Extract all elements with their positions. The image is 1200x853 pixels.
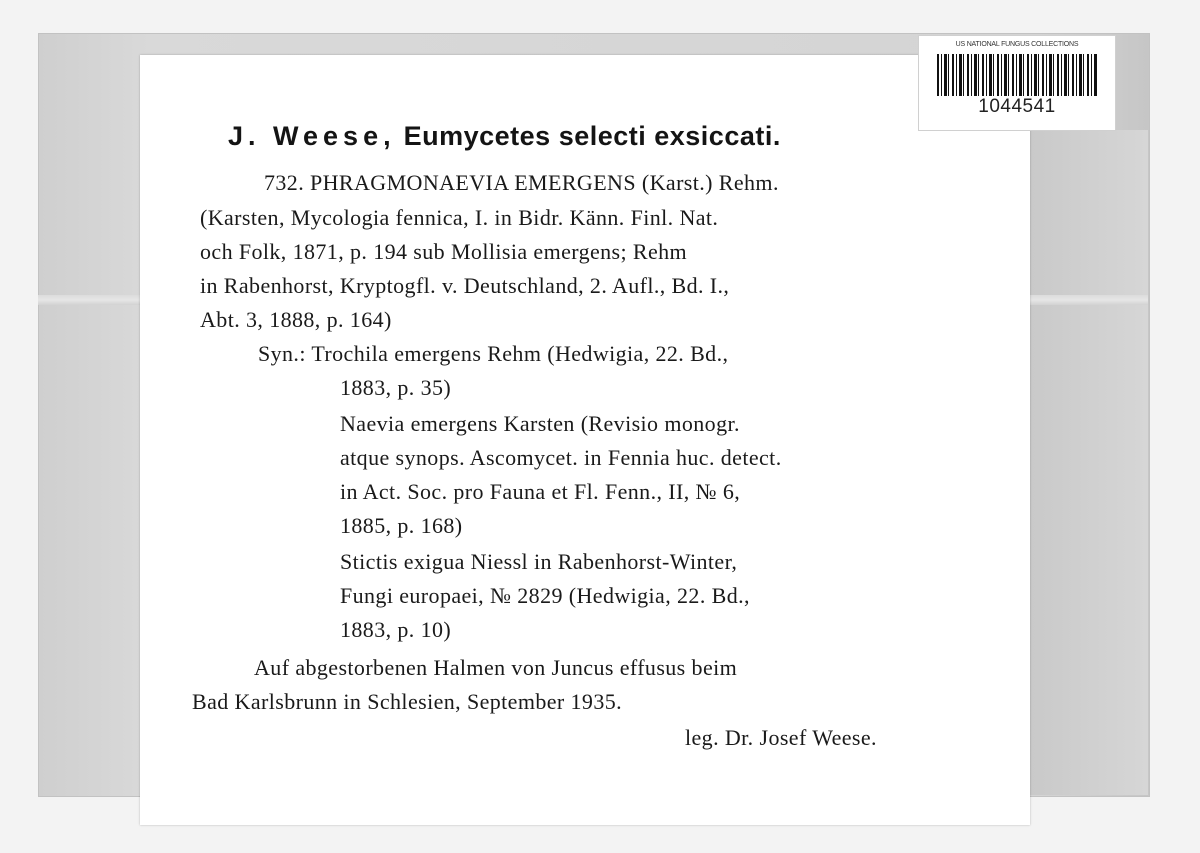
barcode-sticker bbox=[918, 35, 1116, 131]
label-line: in Rabenhorst, Kryptogfl. v. Deutschland, 2. Aufl., Bd. I., bbox=[200, 273, 730, 298]
title-author: J. Weese, bbox=[228, 121, 396, 151]
title-work: Eumycetes selecti exsiccati. bbox=[403, 121, 781, 151]
label-line: Abt. 3, 1888, p. 164) bbox=[200, 307, 392, 332]
label-line: leg. Dr. Josef Weese. bbox=[685, 725, 877, 750]
barcode-organization: US NATIONAL FUNGUS COLLECTIONS bbox=[955, 41, 1079, 48]
label-line: atque synops. Ascomycet. in Fennia huc. detect. bbox=[340, 445, 782, 470]
label-line: Syn.: Trochila emergens Rehm (Hedwigia, 22. Bd., bbox=[258, 341, 729, 366]
label-line: och Folk, 1871, p. 194 sub Mollisia emergens; Rehm bbox=[200, 239, 688, 264]
herbarium-label bbox=[140, 55, 1030, 825]
packet-edge bbox=[1030, 130, 1148, 795]
label-line: 1885, p. 168) bbox=[340, 513, 463, 538]
label-line: in Act. Soc. pro Fauna et Fl. Fenn., II, № 6, bbox=[340, 479, 741, 504]
label-line: (Karsten, Mycologia fennica, I. in Bidr. Känn. Finl. Nat. bbox=[200, 205, 719, 230]
label-line: Fungi europaei, № 2829 (Hedwigia, 22. Bd., bbox=[340, 583, 750, 608]
label-line: 1883, p. 10) bbox=[340, 617, 452, 642]
label-line: Naevia emergens Karsten (Revisio monogr. bbox=[340, 411, 740, 436]
label-line: 1883, p. 35) bbox=[340, 375, 452, 400]
label-title bbox=[228, 121, 781, 152]
barcode-number: 1044541 bbox=[978, 96, 1056, 117]
label-line: Bad Karlsbrunn in Schlesien, September 1935. bbox=[192, 689, 623, 714]
label-line: Stictis exigua Niessl in Rabenhorst-Winter, bbox=[340, 549, 738, 574]
label-line: 732. PHRAGMONAEVIA EMERGENS (Karst.) Rehm. bbox=[264, 170, 779, 195]
label-line: Auf abgestorbenen Halmen von Juncus effusus beim bbox=[254, 655, 738, 680]
barcode-icon bbox=[937, 54, 1097, 96]
